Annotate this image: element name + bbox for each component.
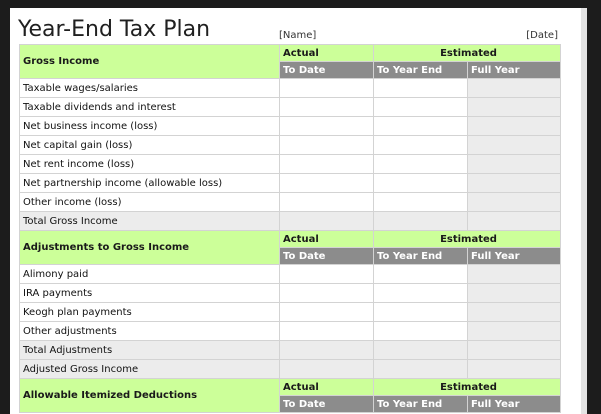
col-group-actual[interactable]: Actual bbox=[280, 45, 374, 62]
section-heading-gross-income[interactable]: Gross Income bbox=[20, 45, 280, 79]
row-label[interactable]: Alimony paid bbox=[20, 265, 280, 284]
row-label[interactable]: Other income (loss) bbox=[20, 193, 280, 212]
col-group-actual[interactable]: Actual bbox=[280, 379, 374, 396]
cell-to-year-end[interactable] bbox=[374, 284, 468, 303]
section-header-row bbox=[20, 45, 561, 62]
total-row bbox=[20, 212, 561, 231]
cell-to-date[interactable] bbox=[280, 341, 374, 360]
table-row bbox=[20, 265, 561, 284]
col-to-year-end[interactable]: To Year End bbox=[374, 248, 468, 265]
total-row bbox=[20, 341, 561, 360]
cell-to-date[interactable] bbox=[280, 79, 374, 98]
cell-to-date[interactable] bbox=[280, 284, 374, 303]
col-group-estimated[interactable]: Estimated bbox=[374, 45, 561, 62]
row-label[interactable]: Other adjustments bbox=[20, 322, 280, 341]
col-group-estimated[interactable]: Estimated bbox=[374, 231, 561, 248]
section-heading-adjustments[interactable]: Adjustments to Gross Income bbox=[20, 231, 280, 265]
table-row bbox=[20, 98, 561, 117]
col-to-year-end[interactable]: To Year End bbox=[374, 396, 468, 413]
sheet-title[interactable]: Year-End Tax Plan bbox=[18, 17, 211, 42]
col-to-date[interactable]: To Date bbox=[280, 396, 374, 413]
cell-full-year[interactable] bbox=[468, 174, 561, 193]
cell-to-year-end[interactable] bbox=[374, 117, 468, 136]
cell-to-date[interactable] bbox=[280, 98, 374, 117]
table-row bbox=[20, 79, 561, 98]
worksheet bbox=[10, 8, 581, 414]
cell-to-date[interactable] bbox=[280, 136, 374, 155]
total-label[interactable]: Total Adjustments bbox=[20, 341, 280, 360]
cell-to-date[interactable] bbox=[280, 322, 374, 341]
cell-to-year-end[interactable] bbox=[374, 155, 468, 174]
name-placeholder[interactable]: [Name] bbox=[279, 30, 317, 41]
cell-full-year[interactable] bbox=[468, 136, 561, 155]
section-header-row bbox=[20, 379, 561, 396]
col-group-estimated[interactable]: Estimated bbox=[374, 379, 561, 396]
cell-full-year[interactable] bbox=[468, 303, 561, 322]
cell-to-year-end[interactable] bbox=[374, 136, 468, 155]
cell-to-year-end[interactable] bbox=[374, 360, 468, 379]
cell-full-year[interactable] bbox=[468, 79, 561, 98]
cell-to-date[interactable] bbox=[280, 360, 374, 379]
cell-to-year-end[interactable] bbox=[374, 341, 468, 360]
cell-to-date[interactable] bbox=[280, 117, 374, 136]
cell-full-year[interactable] bbox=[468, 117, 561, 136]
row-label[interactable]: Taxable wages/salaries bbox=[20, 79, 280, 98]
window-edge bbox=[581, 8, 587, 414]
total-label[interactable]: Total Gross Income bbox=[20, 212, 280, 231]
col-to-year-end[interactable]: To Year End bbox=[374, 62, 468, 79]
cell-to-date[interactable] bbox=[280, 155, 374, 174]
cell-to-date[interactable] bbox=[280, 212, 374, 231]
cell-full-year[interactable] bbox=[468, 155, 561, 174]
cell-full-year[interactable] bbox=[468, 193, 561, 212]
section-heading-itemized-deductions[interactable]: Allowable Itemized Deductions bbox=[20, 379, 280, 413]
cell-full-year[interactable] bbox=[468, 360, 561, 379]
row-label[interactable]: Net rent income (loss) bbox=[20, 155, 280, 174]
cell-full-year[interactable] bbox=[468, 341, 561, 360]
col-group-actual[interactable]: Actual bbox=[280, 231, 374, 248]
col-full-year[interactable]: Full Year bbox=[468, 248, 561, 265]
date-placeholder[interactable]: [Date] bbox=[526, 30, 558, 41]
table-row bbox=[20, 193, 561, 212]
cell-to-date[interactable] bbox=[280, 193, 374, 212]
row-label[interactable]: Taxable dividends and interest bbox=[20, 98, 280, 117]
adjusted-gross-income-label[interactable]: Adjusted Gross Income bbox=[20, 360, 280, 379]
cell-to-year-end[interactable] bbox=[374, 322, 468, 341]
col-to-date[interactable]: To Date bbox=[280, 62, 374, 79]
cell-to-year-end[interactable] bbox=[374, 98, 468, 117]
table-row bbox=[20, 155, 561, 174]
cell-to-date[interactable] bbox=[280, 174, 374, 193]
cell-to-year-end[interactable] bbox=[374, 303, 468, 322]
row-label[interactable]: Net capital gain (loss) bbox=[20, 136, 280, 155]
cell-to-year-end[interactable] bbox=[374, 79, 468, 98]
cell-to-year-end[interactable] bbox=[374, 193, 468, 212]
table-row bbox=[20, 322, 561, 341]
section-header-row bbox=[20, 231, 561, 248]
cell-to-date[interactable] bbox=[280, 303, 374, 322]
cell-to-year-end[interactable] bbox=[374, 174, 468, 193]
title-row bbox=[10, 8, 581, 44]
table-row bbox=[20, 284, 561, 303]
row-label[interactable]: Net partnership income (allowable loss) bbox=[20, 174, 280, 193]
cell-full-year[interactable] bbox=[468, 322, 561, 341]
col-full-year[interactable]: Full Year bbox=[468, 62, 561, 79]
cell-to-year-end[interactable] bbox=[374, 265, 468, 284]
cell-to-year-end[interactable] bbox=[374, 212, 468, 231]
cell-full-year[interactable] bbox=[468, 212, 561, 231]
tax-plan-table bbox=[19, 44, 561, 413]
cell-full-year[interactable] bbox=[468, 284, 561, 303]
col-full-year[interactable]: Full Year bbox=[468, 396, 561, 413]
table-row bbox=[20, 117, 561, 136]
cell-to-date[interactable] bbox=[280, 265, 374, 284]
table-row bbox=[20, 303, 561, 322]
row-label[interactable]: IRA payments bbox=[20, 284, 280, 303]
row-label[interactable]: Net business income (loss) bbox=[20, 117, 280, 136]
cell-full-year[interactable] bbox=[468, 98, 561, 117]
row-label[interactable]: Keogh plan payments bbox=[20, 303, 280, 322]
col-to-date[interactable]: To Date bbox=[280, 248, 374, 265]
total-row bbox=[20, 360, 561, 379]
cell-full-year[interactable] bbox=[468, 265, 561, 284]
table-row bbox=[20, 174, 561, 193]
table-row bbox=[20, 136, 561, 155]
